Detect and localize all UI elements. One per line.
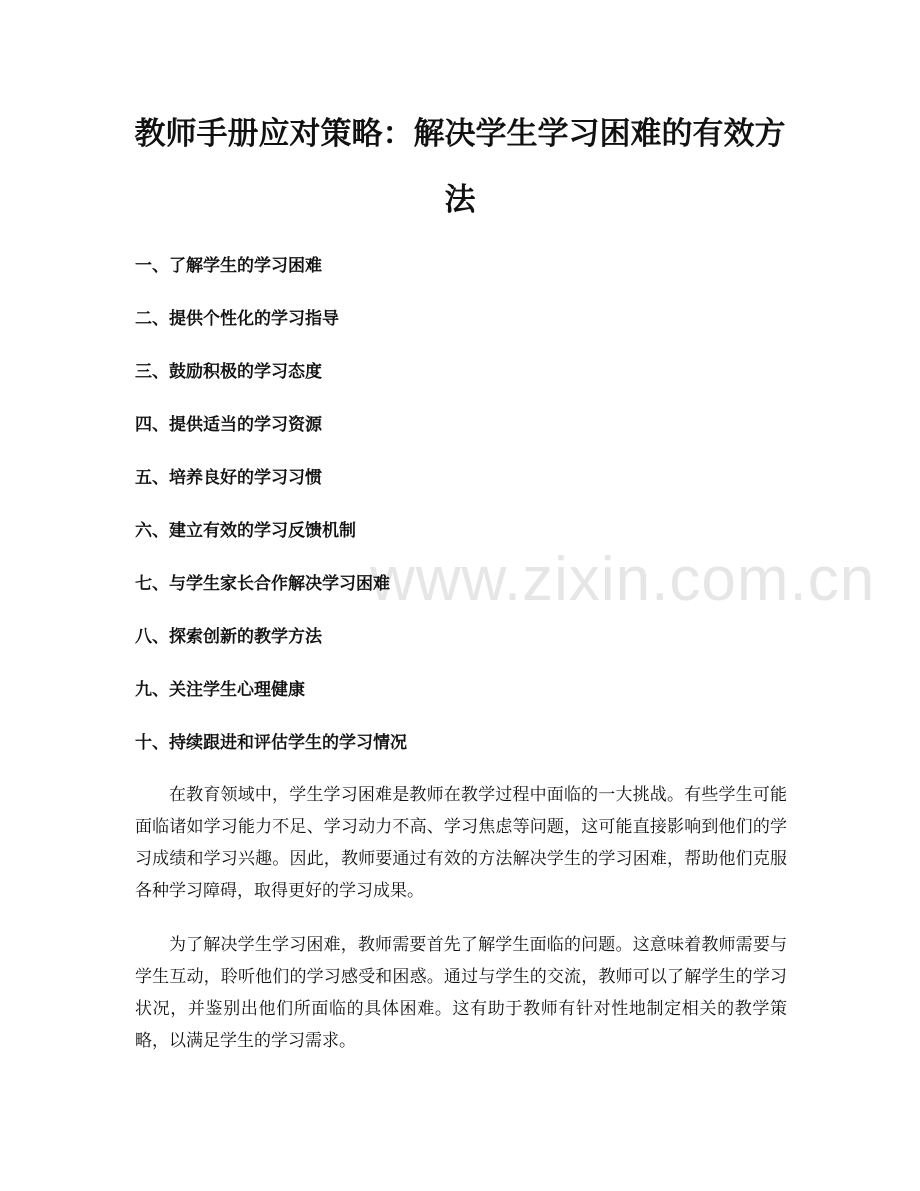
toc-item-3: 三、鼓励积极的学习态度 — [135, 362, 322, 382]
document-title: 教师手册应对策略：解决学生学习困难的有效方法 — [134, 116, 786, 218]
toc-item-9: 九、关注学生心理健康 — [135, 680, 305, 700]
toc-item-4: 四、提供适当的学习资源 — [135, 415, 322, 435]
toc-item-7: 七、与学生家长合作解决学习困难 — [135, 574, 390, 594]
paragraph-2: 为了解决学生学习困难，教师需要首先了解学生面临的问题。这意味着教师需要与学生互动，聆听他们的学习感受和困惑。通过与学生的交流，教师可以了解学生的学习状况，并鉴别出他们所面临的具体困难。这有助于教师有针对性地制定相关的教学策略，以满足学生的学习需求。 — [135, 935, 787, 1051]
toc-item-5: 五、培养良好的学习习惯 — [135, 468, 322, 488]
table-of-contents — [135, 252, 795, 782]
toc-item-2: 二、提供个性化的学习指导 — [135, 309, 339, 329]
watermark: www.zixin.com.cn — [370, 545, 876, 614]
toc-item-1: 一、了解学生的学习困难 — [135, 256, 322, 276]
body-text — [135, 779, 787, 1079]
paragraph-1: 在教育领域中，学生学习困难是教师在教学过程中面临的一大挑战。有些学生可能面临诸如学习能力不足、学习动力不高、学习焦虑等问题，这可能直接影响到他们的学习成绩和学习兴趣。因此，教师要通过有效的方法解决学生的学习困难，帮助他们克服各种学习障碍，取得更好的学习成果。 — [135, 785, 787, 901]
toc-item-10: 十、持续跟进和评估学生的学习情况 — [135, 733, 407, 753]
toc-item-8: 八、探索创新的教学方法 — [135, 627, 322, 647]
toc-item-6: 六、建立有效的学习反馈机制 — [135, 521, 356, 541]
